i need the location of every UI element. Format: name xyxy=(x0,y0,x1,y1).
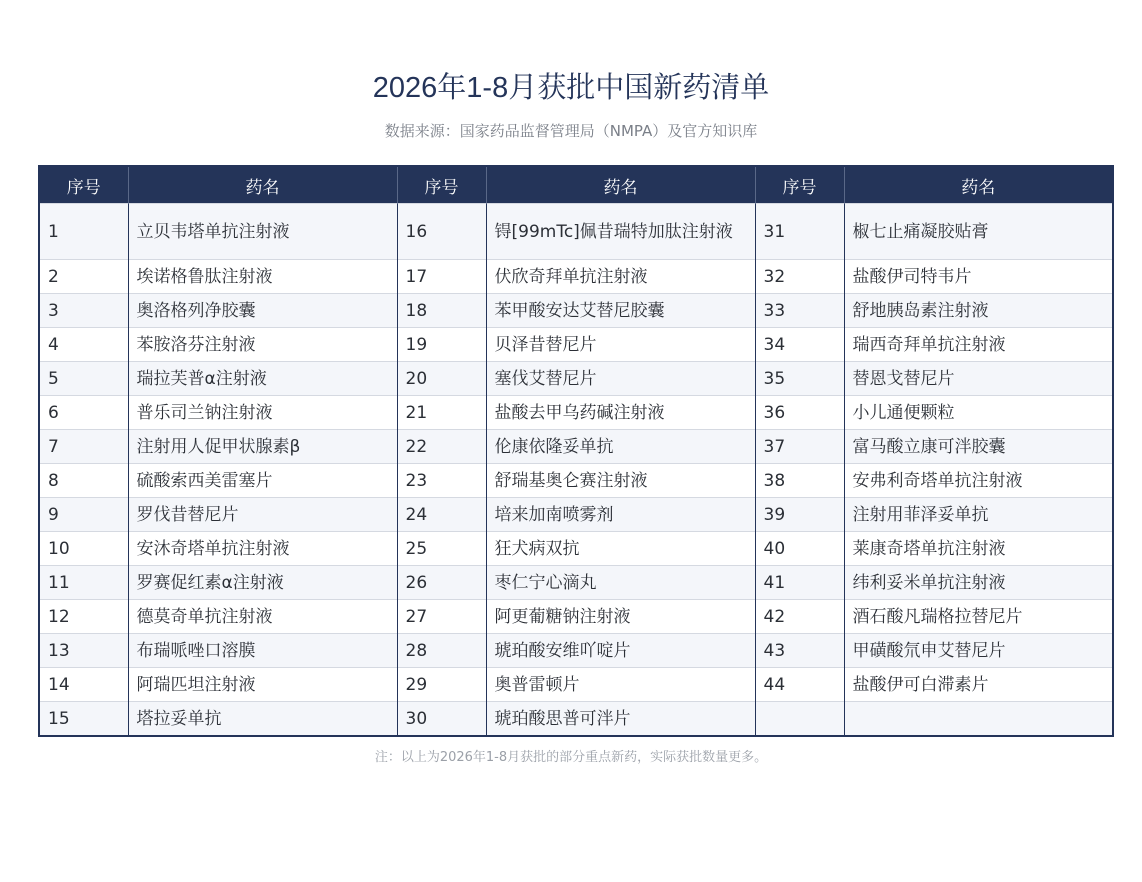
cell-number: 13 xyxy=(39,634,128,668)
cell-number: 34 xyxy=(755,328,844,362)
cell-number: 5 xyxy=(39,362,128,396)
footnote: 注：以上为2026年1-8月获批的部分重点新药，实际获批数量更多。 xyxy=(374,750,768,765)
cell-number: 41 xyxy=(755,566,844,600)
cell-number: 25 xyxy=(397,532,486,566)
cell-drug-name: 奥洛格列净胶囊 xyxy=(128,294,397,328)
cell-drug-name: 伦康依隆妥单抗 xyxy=(486,430,755,464)
cell-drug-name: 阿更葡糖钠注射液 xyxy=(486,600,755,634)
column-header-number: 序号 xyxy=(39,166,128,204)
table-row xyxy=(39,362,1113,396)
cell-number: 10 xyxy=(39,532,128,566)
cell-number: 29 xyxy=(397,668,486,702)
cell-drug-name: 替恩戈替尼片 xyxy=(844,362,1113,396)
header-row xyxy=(39,166,1113,204)
cell-drug-name: 苯甲酸安达艾替尼胶囊 xyxy=(486,294,755,328)
cell-drug-name: 注射用人促甲状腺素β xyxy=(128,430,397,464)
cell-drug-name: 盐酸伊可白滞素片 xyxy=(844,668,1113,702)
cell-drug-name: 罗赛促红素α注射液 xyxy=(128,566,397,600)
cell-number: 15 xyxy=(39,702,128,737)
cell-drug-name: 塞伐艾替尼片 xyxy=(486,362,755,396)
cell-drug-name: 硫酸索西美雷塞片 xyxy=(128,464,397,498)
cell-number: 24 xyxy=(397,498,486,532)
cell-number: 33 xyxy=(755,294,844,328)
cell-drug-name: 舒地胰岛素注射液 xyxy=(844,294,1113,328)
cell-number: 1 xyxy=(39,204,128,260)
cell-drug-name: 莱康奇塔单抗注射液 xyxy=(844,532,1113,566)
cell-number: 17 xyxy=(397,260,486,294)
cell-drug-name: 甲磺酸氘申艾替尼片 xyxy=(844,634,1113,668)
cell-number: 23 xyxy=(397,464,486,498)
page-title: 2026年1-8月获批中国新药清单 xyxy=(372,72,770,104)
cell-number: 11 xyxy=(39,566,128,600)
cell-drug-name: 富马酸立康可泮胶囊 xyxy=(844,430,1113,464)
cell-number: 27 xyxy=(397,600,486,634)
column-header-number: 序号 xyxy=(397,166,486,204)
cell-number: 28 xyxy=(397,634,486,668)
cell-number: 30 xyxy=(397,702,486,737)
cell-number: 14 xyxy=(39,668,128,702)
cell-drug-name: 琥珀酸思普可泮片 xyxy=(486,702,755,737)
cell-number xyxy=(755,702,844,737)
cell-number: 43 xyxy=(755,634,844,668)
cell-drug-name: 注射用菲泽妥单抗 xyxy=(844,498,1113,532)
cell-drug-name: 阿瑞匹坦注射液 xyxy=(128,668,397,702)
cell-drug-name: 布瑞哌唑口溶膜 xyxy=(128,634,397,668)
cell-drug-name: 小儿通便颗粒 xyxy=(844,396,1113,430)
cell-drug-name: 立贝韦塔单抗注射液 xyxy=(128,204,397,260)
cell-number: 35 xyxy=(755,362,844,396)
cell-number: 40 xyxy=(755,532,844,566)
cell-drug-name: 安沐奇塔单抗注射液 xyxy=(128,532,397,566)
cell-drug-name: 酒石酸凡瑞格拉替尼片 xyxy=(844,600,1113,634)
table-row xyxy=(39,668,1113,702)
table-row xyxy=(39,566,1113,600)
table-row xyxy=(39,464,1113,498)
table-row xyxy=(39,532,1113,566)
cell-drug-name: 安弗利奇塔单抗注射液 xyxy=(844,464,1113,498)
cell-number: 21 xyxy=(397,396,486,430)
cell-drug-name: 椒七止痛凝胶贴膏 xyxy=(844,204,1113,260)
column-header-drug-name: 药名 xyxy=(844,166,1113,204)
table-row xyxy=(39,328,1113,362)
cell-drug-name: 伏欣奇拜单抗注射液 xyxy=(486,260,755,294)
column-header-drug-name: 药名 xyxy=(486,166,755,204)
cell-number: 12 xyxy=(39,600,128,634)
cell-drug-name: 普乐司兰钠注射液 xyxy=(128,396,397,430)
table-row xyxy=(39,294,1113,328)
cell-drug-name: 瑞西奇拜单抗注射液 xyxy=(844,328,1113,362)
cell-number: 2 xyxy=(39,260,128,294)
cell-number: 7 xyxy=(39,430,128,464)
cell-number: 20 xyxy=(397,362,486,396)
cell-drug-name: 瑞拉芙普α注射液 xyxy=(128,362,397,396)
table-row xyxy=(39,702,1113,737)
cell-drug-name: 锝[99mTc]佩昔瑞特加肽注射液 xyxy=(486,204,755,260)
table-row xyxy=(39,600,1113,634)
cell-drug-name xyxy=(844,702,1113,737)
cell-drug-name: 琥珀酸安维吖啶片 xyxy=(486,634,755,668)
cell-number: 16 xyxy=(397,204,486,260)
page-subtitle: 数据来源：国家药品监督管理局（NMPA）及官方知识库 xyxy=(384,122,758,140)
cell-number: 22 xyxy=(397,430,486,464)
cell-drug-name: 狂犬病双抗 xyxy=(486,532,755,566)
cell-drug-name: 贝泽昔替尼片 xyxy=(486,328,755,362)
cell-drug-name: 舒瑞基奥仑赛注射液 xyxy=(486,464,755,498)
cell-number: 6 xyxy=(39,396,128,430)
cell-number: 31 xyxy=(755,204,844,260)
table-row xyxy=(39,396,1113,430)
cell-number: 26 xyxy=(397,566,486,600)
table-row xyxy=(39,498,1113,532)
cell-number: 36 xyxy=(755,396,844,430)
drug-list-table xyxy=(38,165,1114,737)
cell-drug-name: 枣仁宁心滴丸 xyxy=(486,566,755,600)
column-header-number: 序号 xyxy=(755,166,844,204)
table-row xyxy=(39,260,1113,294)
cell-drug-name: 苯胺洛芬注射液 xyxy=(128,328,397,362)
table-header xyxy=(39,166,1113,204)
cell-number: 37 xyxy=(755,430,844,464)
cell-number: 8 xyxy=(39,464,128,498)
cell-number: 32 xyxy=(755,260,844,294)
cell-drug-name: 塔拉妥单抗 xyxy=(128,702,397,737)
cell-drug-name: 纬利妥米单抗注射液 xyxy=(844,566,1113,600)
table-row xyxy=(39,634,1113,668)
cell-number: 3 xyxy=(39,294,128,328)
cell-number: 42 xyxy=(755,600,844,634)
cell-number: 9 xyxy=(39,498,128,532)
cell-drug-name: 奥普雷顿片 xyxy=(486,668,755,702)
cell-drug-name: 培来加南喷雾剂 xyxy=(486,498,755,532)
column-header-drug-name: 药名 xyxy=(128,166,397,204)
cell-number: 4 xyxy=(39,328,128,362)
cell-number: 38 xyxy=(755,464,844,498)
cell-drug-name: 罗伐昔替尼片 xyxy=(128,498,397,532)
cell-drug-name: 盐酸去甲乌药碱注射液 xyxy=(486,396,755,430)
cell-number: 44 xyxy=(755,668,844,702)
table-row xyxy=(39,204,1113,260)
table-body xyxy=(39,204,1113,737)
cell-number: 39 xyxy=(755,498,844,532)
cell-number: 18 xyxy=(397,294,486,328)
cell-number: 19 xyxy=(397,328,486,362)
table-row xyxy=(39,430,1113,464)
cell-drug-name: 盐酸伊司特韦片 xyxy=(844,260,1113,294)
cell-drug-name: 德莫奇单抗注射液 xyxy=(128,600,397,634)
cell-drug-name: 埃诺格鲁肽注射液 xyxy=(128,260,397,294)
